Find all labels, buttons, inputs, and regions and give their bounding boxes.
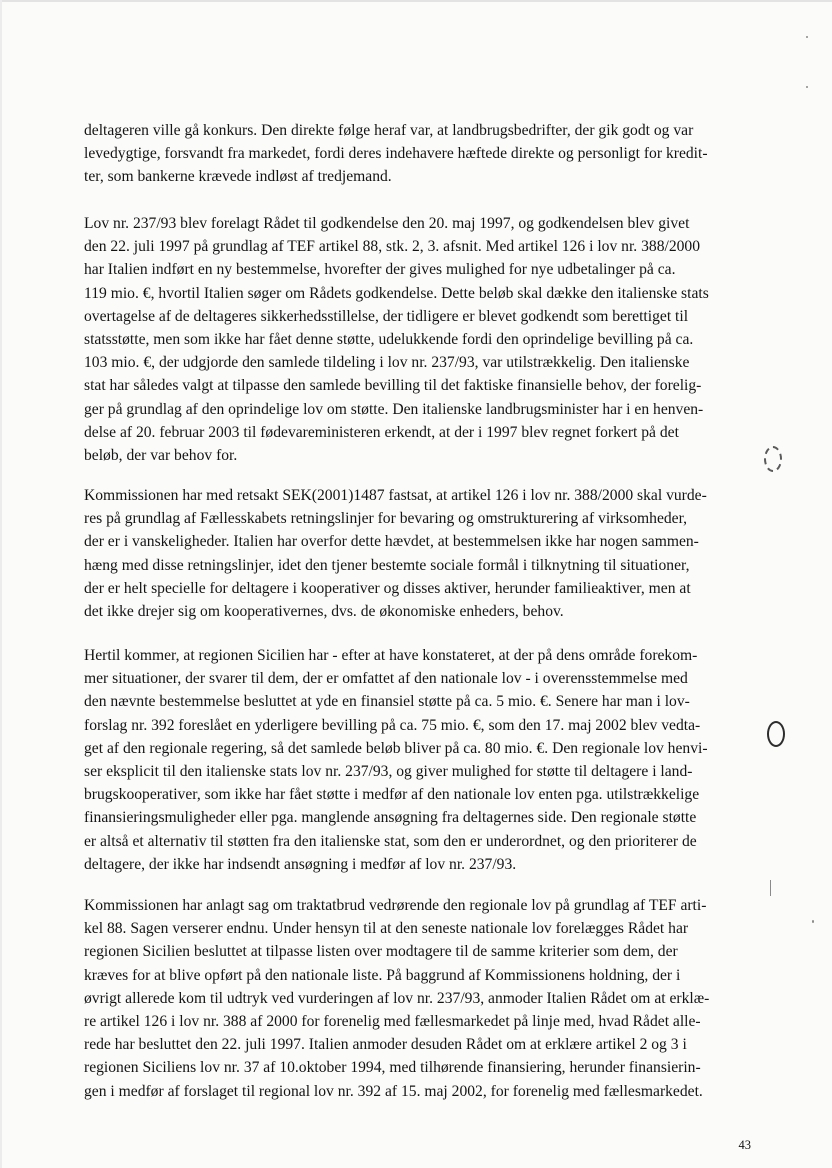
text-line: er altså et alternativ til støtten fra den italienske stat, som den er underordnet, og den prioriterer de	[84, 832, 697, 850]
text-line: forslag nr. 392 foreslået en yderligere bevilling på ca. 75 mio. €, som den 17. maj 2002 blev vedta-	[84, 716, 701, 734]
text-line: Kommissionen har anlagt sag om traktatbrud vedrørende den regionale lov på grundlag af TEF arti-	[84, 897, 707, 914]
scan-edge-top	[0, 0, 832, 2]
text-line: ger på grundlag af den oprindelige lov om støtte. Den italienske landbrugsminister har i en henven-	[84, 400, 704, 418]
text-line: har Italien indført en ny bestemmelse, hvorefter der gives mulighed for nye udbetalinger på ca.	[84, 261, 676, 279]
punch-hole-icon	[764, 446, 782, 472]
text-line: Lov nr. 237/93 blev forelagt Rådet til godkendelse den 20. maj 1997, og godkendelsen blev givet	[84, 215, 690, 232]
text-line: ter, som bankerne krævede indløst af tredjemand.	[84, 168, 392, 186]
text-line: det ikke drejer sig om kooperativernes, dvs. de økonomiske enheders, behov.	[84, 602, 564, 620]
text-line: regionen Sicilien besluttet at tilpasse listen over modtagere til de samme kriterier som dem, der	[84, 943, 678, 961]
text-line: gen i medfør af forslaget til regional lov nr. 392 af 15. maj 2002, for forenelig med fællesmarkedet.	[84, 1082, 703, 1100]
paragraph-5	[84, 894, 762, 1103]
text-line: Kommissionen har med retsakt SEK(2001)1487 fastsat, at artikel 126 i lov nr. 388/2000 skal vurde-	[84, 487, 707, 504]
text-line: get af den regionale regering, så det samlede beløb bliver på ca. 80 mio. €. Den regionale lov henvi-	[84, 739, 708, 757]
text-line: brugskooperativer, som ikke har fået støtte i medfør af den nationale lov enten pga. utilstrækkelige	[84, 786, 700, 804]
text-line: delse af 20. februar 2003 til fødevareministeren erkendt, at der i 1997 blev regnet forkert på det	[84, 423, 679, 441]
scan-speck	[806, 86, 808, 88]
scan-speck	[812, 920, 814, 923]
page-number: 43	[738, 1138, 751, 1152]
text-line: Hertil kommer, at regionen Sicilien har - efter at have konstateret, at der på dens område forekom-	[84, 647, 698, 664]
paragraph-1	[84, 119, 762, 189]
text-line: den nævnte bestemmelse besluttet at yde en finansiel støtte på ca. 5 mio. €. Senere har man i lov-	[84, 693, 690, 711]
text-line: res på grundlag af Fællesskabets retningslinjer for bevaring og omstrukturering af virksomheder,	[84, 510, 688, 528]
punch-hole-icon	[767, 721, 785, 747]
text-line: der er i vanskeligheder. Italien har overfor dette hævdet, at bestemmelsen ikke har nogen sammen-	[84, 533, 699, 551]
text-line: kel 88. Sagen verserer endnu. Under hensyn til at den seneste nationale lov forelægges Rådet har	[84, 920, 689, 938]
scan-speck	[806, 36, 808, 38]
text-line: den 22. juli 1997 på grundlag af TEF artikel 88, stk. 2, 3. afsnit. Med artikel 126 i lov nr. 388/2000	[84, 238, 701, 256]
text-line: levedygtige, forsvandt fra markedet, fordi deres indehavere hæftede direkte og personligt for kredit-	[84, 145, 708, 163]
text-line: hæng med disse retningslinjer, idet den tjener bestemte sociale formål i tilknytning til situationer,	[84, 556, 690, 574]
text-line: 119 mio. €, hvortil Italien søger om Rådets godkendelse. Dette beløb skal dække den italienske stats	[84, 284, 709, 302]
text-line: stat har således valgt at tilpasse den samlede bevilling til det faktiske finansielle behov, der forelig-	[84, 377, 702, 395]
text-line: ser eksplicit til den italienske stats lov nr. 237/93, og giver mulighed for støtte til deltagere i land-	[84, 762, 693, 780]
text-line: finansieringsmuligheder eller pga. manglende ansøgning fra deltagernes side. Den regionale støtte	[84, 809, 697, 827]
text-line: deltagere, der ikke har indsendt ansøgning i medfør af lov nr. 237/93.	[84, 855, 517, 873]
text-line: rede har besluttet den 22. juli 1997. Italien anmoder desuden Rådet om at erklære artikel 2 og 3 i	[84, 1036, 687, 1054]
scan-edge-left	[0, 0, 2, 1168]
text-line: kræves for at blive opført på den nationale liste. På baggrund af Kommissionens holdning, der i	[84, 966, 681, 984]
text-line: statsstøtte, men som ikke har fået denne støtte, udelukkende fordi den oprindelige bevilling på ca.	[84, 330, 694, 348]
text-line: øvrigt allerede kom til udtryk ved vurderingen af lov nr. 237/93, anmoder Italien Rådet om at erklæ-	[84, 989, 710, 1007]
paragraph-4	[84, 644, 762, 876]
text-line: 103 mio. €, der udgjorde den samlede tildeling i lov nr. 237/93, var utilstrækkelig. Den italienske	[84, 354, 690, 372]
text-line: deltageren ville gå konkurs. Den direkte følge heraf var, at landbrugsbedrifter, der gik godt og var	[84, 122, 694, 139]
paragraph-3	[84, 484, 762, 623]
text-line: der er helt specielle for deltagere i kooperativer og disses aktiver, herunder familieaktiver, men at	[84, 579, 691, 597]
text-line: beløb, der var behov for.	[84, 446, 238, 464]
text-line: mer situationer, der svarer til dem, der er omfattet af den nationale lov - i overensstemmelse med	[84, 670, 688, 688]
paragraph-2	[84, 212, 762, 467]
text-line: re artikel 126 i lov nr. 388 af 2000 for forenelig med fællesmarkedet på linje med, hvad Rådet alle-	[84, 1012, 701, 1030]
text-line: overtagelse af de deltageres sikkerhedsstillelse, der tidligere er blevet godkendt som berettiget til	[84, 307, 689, 325]
text-line: regionen Siciliens lov nr. 37 af 10.oktober 1994, med tilhørende finansiering, herunder finansierin-	[84, 1059, 701, 1077]
scan-speck	[770, 880, 771, 896]
